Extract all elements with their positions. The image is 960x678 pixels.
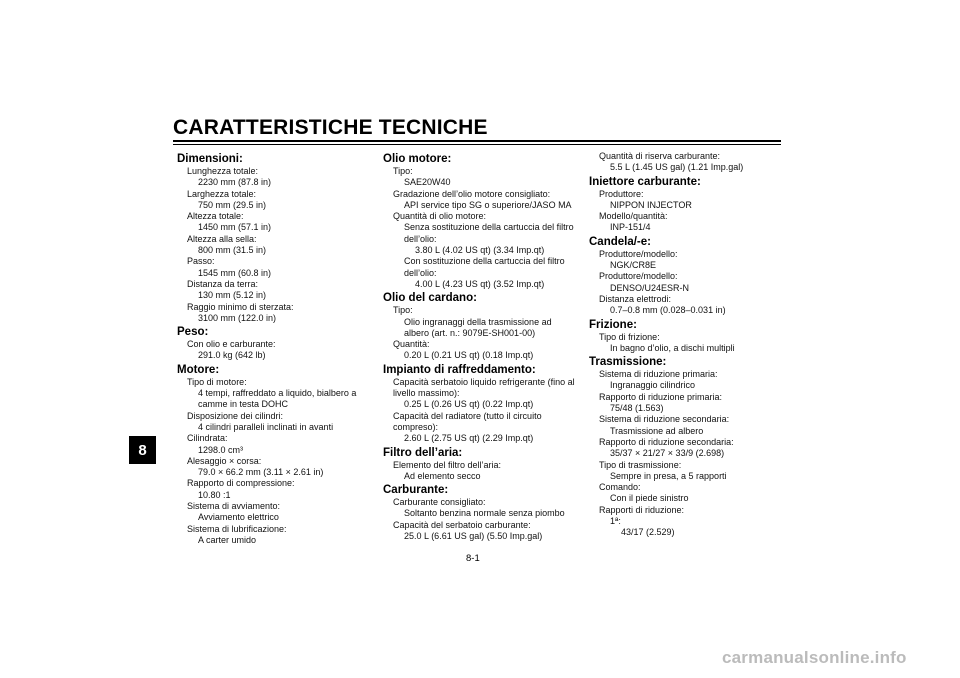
spec-value: 2230 mm (87.8 in) — [198, 177, 272, 188]
spec-value: 3100 mm (122.0 in) — [198, 312, 277, 323]
spec-label: Carburante consigliato: — [393, 497, 486, 508]
spec-label: Tipo: — [393, 305, 413, 316]
watermark: carmanualsonline.info — [722, 648, 907, 667]
spec-value: NIPPON INJECTOR — [610, 199, 692, 210]
spec-value: Ad elemento secco — [404, 470, 481, 481]
spec-value: 0.20 L (0.21 US qt) (0.18 Imp.qt) — [404, 350, 534, 361]
spec-value: Con sostituzione della cartuccia del filtro — [404, 256, 565, 267]
spec-column-3 — [589, 151, 789, 539]
spec-value: 5.5 L (1.45 US gal) (1.21 Imp.gal) — [610, 162, 744, 173]
spec-label: compreso): — [393, 421, 439, 432]
spec-column-2 — [383, 151, 583, 542]
spec-value: In bagno d’olio, a dischi multipli — [610, 342, 735, 353]
spec-value: 75/48 (1.563) — [610, 403, 664, 414]
spec-label: Modello/quantità: — [599, 211, 668, 222]
spec-label: Quantità di olio motore: — [393, 211, 487, 222]
section-heading: Frizione: — [589, 318, 637, 331]
section-heading: Peso: — [177, 326, 209, 339]
section-heading: Dimensioni: — [177, 153, 243, 165]
spec-label: Disposizione dei cilindri: — [187, 410, 284, 421]
page-number: 8-1 — [466, 553, 480, 564]
title-rule-thick — [173, 140, 781, 142]
spec-label: Tipo di frizione: — [599, 331, 660, 342]
spec-label: Distanza elettrodi: — [599, 293, 672, 304]
spec-value: Sempre in presa, a 5 rapporti — [610, 470, 727, 481]
section-heading: Trasmissione: — [589, 356, 667, 369]
spec-value: 2.60 L (2.75 US qt) (2.29 Imp.qt) — [404, 433, 534, 444]
section-heading: Iniettore carburante: — [589, 175, 701, 188]
spec-label: Distanza da terra: — [187, 278, 259, 289]
section-heading: Olio motore: — [383, 153, 452, 165]
spec-label: Elemento del filtro dell’aria: — [393, 459, 502, 470]
spec-label: Larghezza totale: — [187, 188, 257, 199]
spec-label: Rapporto di riduzione secondaria: — [599, 436, 734, 447]
spec-label: Sistema di lubrificazione: — [187, 523, 287, 534]
spec-label: Tipo di motore: — [187, 376, 247, 387]
spec-label: Cilindrata: — [187, 433, 228, 444]
spec-value: Soltanto benzina normale senza piombo — [404, 508, 565, 519]
spec-label: Sistema di avviamento: — [187, 501, 281, 512]
spec-label: Con olio e carburante: — [187, 339, 276, 350]
spec-label: Quantità: — [393, 339, 430, 350]
spec-label: Produttore: — [599, 188, 644, 199]
spec-label: Rapporto di compressione: — [187, 478, 295, 489]
spec-label: Raggio minimo di sterzata: — [187, 301, 294, 312]
spec-value: dell’olio: — [404, 267, 437, 278]
spec-value: Olio ingranaggi della trasmissione ad — [404, 316, 552, 327]
spec-value: 1ª: — [610, 516, 621, 527]
spec-value: 4 tempi, raffreddato a liquido, bialbero a — [198, 388, 357, 399]
spec-value: NGK/CR8E — [610, 260, 657, 271]
spec-value: dell’olio: — [404, 233, 437, 244]
section-heading: Olio del cardano: — [383, 292, 477, 305]
spec-value: 35/37 × 21/27 × 33/9 (2.698) — [610, 448, 725, 459]
spec-label: Tipo: — [393, 166, 413, 176]
spec-label: Rapporti di riduzione: — [599, 504, 685, 515]
spec-value: Avviamento elettrico — [198, 512, 279, 523]
chapter-tab: 8 — [129, 436, 156, 464]
spec-label: Altezza alla sella: — [187, 233, 257, 244]
spec-value: 130 mm (5.12 in) — [198, 290, 267, 301]
spec-label: Produttore/modello: — [599, 248, 678, 259]
spec-value: INP-151/4 — [610, 222, 651, 233]
spec-label: Rapporto di riduzione primaria: — [599, 391, 723, 402]
spec-label: Lunghezza totale: — [187, 166, 259, 176]
spec-value: 1545 mm (60.8 in) — [198, 267, 272, 278]
spec-value: 0.25 L (0.26 US qt) (0.22 Imp.qt) — [404, 399, 534, 410]
spec-value: 79.0 × 66.2 mm (3.11 × 2.61 in) — [198, 467, 324, 478]
spec-label: Passo: — [187, 256, 215, 267]
spec-value: SAE20W40 — [404, 177, 451, 188]
spec-value: DENSO/U24ESR-N — [610, 282, 690, 293]
spec-value: Con il piede sinistro — [610, 493, 689, 504]
section-heading: Candela/-e: — [589, 235, 651, 248]
spec-value: 1450 mm (57.1 in) — [198, 222, 272, 233]
spec-label: Comando: — [599, 482, 641, 493]
spec-label: Tipo di trasmissione: — [599, 459, 682, 470]
spec-label: Sistema di riduzione secondaria: — [599, 414, 730, 425]
spec-label: Quantità di riserva carburante: — [599, 151, 721, 161]
spec-value: 750 mm (29.5 in) — [198, 199, 267, 210]
section-heading: Filtro dell’aria: — [383, 446, 463, 459]
spec-value: 4.00 L (4.23 US qt) (3.52 Imp.qt) — [415, 278, 545, 289]
spec-value: API service tipo SG o superiore/JASO MA — [404, 199, 572, 210]
spec-value: albero (art. n.: 9079E-SH001-00) — [404, 327, 536, 338]
title-rule-thin — [173, 144, 781, 145]
spec-label: Gradazione dell’olio motore consigliato: — [393, 188, 551, 199]
spec-value: Ingranaggio cilindrico — [610, 380, 696, 391]
spec-label: livello massimo): — [393, 388, 460, 399]
spec-value: camme in testa DOHC — [198, 399, 289, 410]
spec-value: 0.7–0.8 mm (0.028–0.031 in) — [610, 305, 726, 316]
spec-label: Capacità del serbatoio carburante: — [393, 519, 531, 530]
page-title: CARATTERISTICHE TECNICHE — [173, 116, 488, 139]
spec-value: 800 mm (31.5 in) — [198, 245, 267, 256]
spec-label: Sistema di riduzione primaria: — [599, 369, 718, 380]
spec-label: Capacità serbatoio liquido refrigerante (fino al — [393, 376, 575, 387]
spec-value: 25.0 L (6.61 US gal) (5.50 Imp.gal) — [404, 531, 543, 542]
spec-value: 43/17 (2.529) — [621, 527, 675, 538]
section-heading: Impianto di raffreddamento: — [383, 363, 536, 376]
spec-value: Senza sostituzione della cartuccia del filtro — [404, 222, 574, 233]
spec-value: 10.80 :1 — [198, 489, 231, 500]
spec-value: A carter umido — [198, 534, 257, 545]
section-heading: Motore: — [177, 363, 220, 376]
spec-value: 291.0 kg (642 lb) — [198, 350, 266, 361]
spec-label: Alesaggio × corsa: — [187, 455, 262, 466]
spec-label: Capacità del radiatore (tutto il circuito — [393, 410, 542, 421]
spec-value: 1298.0 cm³ — [198, 444, 244, 455]
spec-column-1 — [177, 151, 367, 546]
spec-value: Trasmissione ad albero — [610, 425, 704, 436]
section-heading: Carburante: — [383, 484, 449, 497]
spec-value: 3.80 L (4.02 US qt) (3.34 Imp.qt) — [415, 245, 545, 256]
spec-label: Altezza totale: — [187, 211, 244, 222]
spec-value: 4 cilindri paralleli inclinati in avanti — [198, 421, 334, 432]
spec-label: Produttore/modello: — [599, 271, 678, 282]
